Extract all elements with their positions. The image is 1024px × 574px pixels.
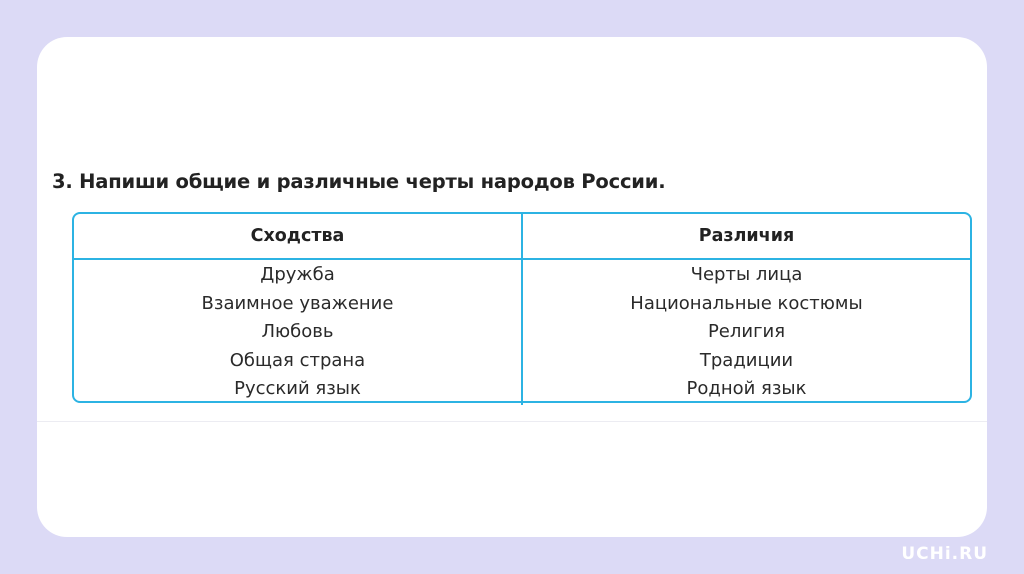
- similarities-list: [74, 258, 521, 404]
- list-item: Русский язык: [234, 378, 361, 399]
- similarities-column: [74, 214, 521, 404]
- differences-list: [523, 258, 970, 404]
- list-item: Национальные костюмы: [630, 292, 863, 314]
- uchi-logo: UCHi.RU: [901, 544, 988, 564]
- comparison-table: [72, 212, 972, 403]
- list-item: Общая страна: [229, 349, 366, 371]
- task-title: 3. Напиши общие и различные черты народов России.: [52, 170, 666, 193]
- slide-divider: [37, 421, 987, 422]
- list-item: Родной язык: [686, 378, 807, 399]
- list-item: Традиции: [699, 349, 794, 371]
- list-item: Религия: [707, 321, 786, 342]
- similarities-header: Сходства: [250, 226, 345, 246]
- list-item: Любовь: [261, 321, 334, 342]
- list-item: Взаимное уважение: [201, 292, 394, 314]
- list-item: Дружба: [260, 264, 335, 285]
- list-item: Черты лица: [690, 264, 803, 285]
- differences-column: [523, 214, 970, 404]
- differences-header: Различия: [698, 226, 795, 246]
